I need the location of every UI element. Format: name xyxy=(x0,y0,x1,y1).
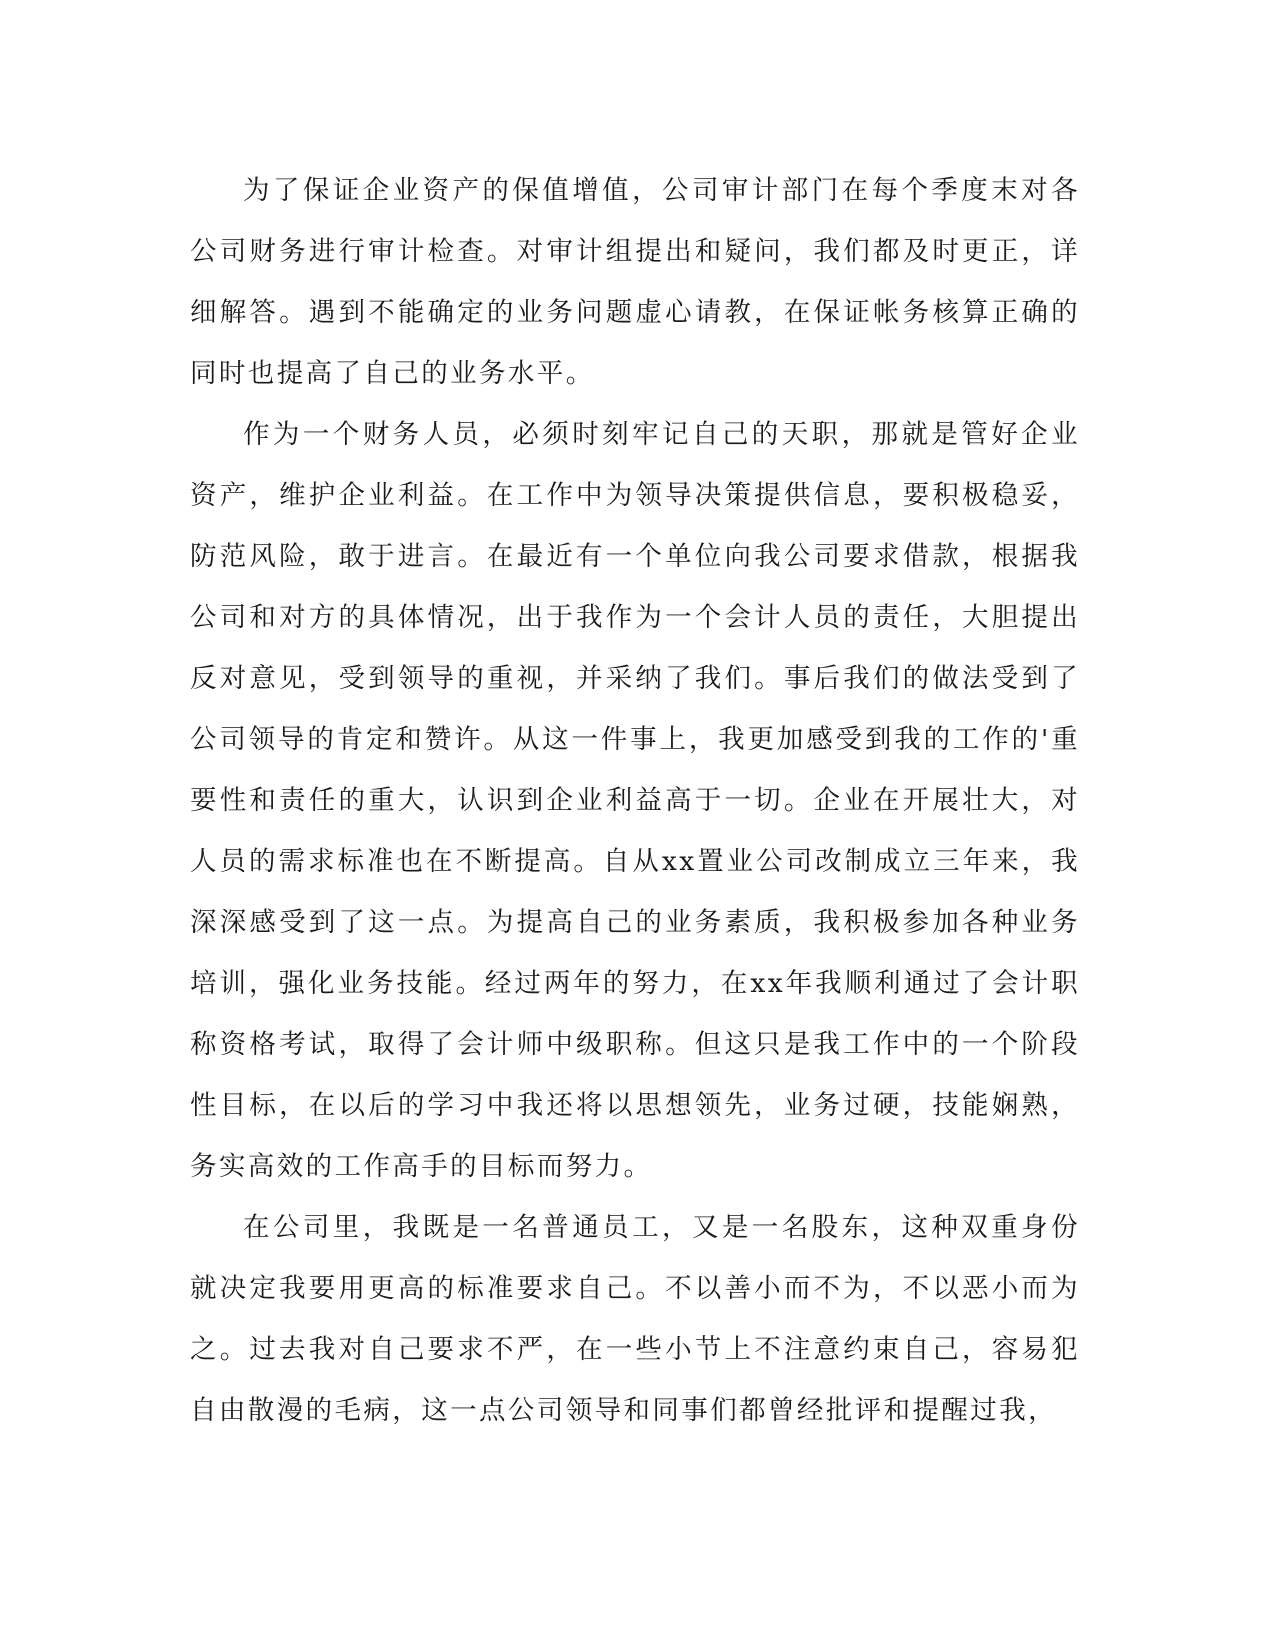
paragraph-shareholder: 在公司里，我既是一名普通员工，又是一名股东，这种双重身份就决定我要用更高的标准要求自己。不以善小而不为，不以恶小而为之。过去我对自己要求不严，在一些小节上不注意约束自己，容易犯自由散漫的毛病，这一点公司领导和同事们都曾经批评和提醒过我， xyxy=(190,1212,1080,1426)
document-body xyxy=(190,160,1080,1441)
paragraph-audit: 为了保证企业资产的保值增值，公司审计部门在每个季度末对各公司财务进行审计检查。对审计组提出和疑问，我们都及时更正，详细解答。遇到不能确定的业务问题虚心请教，在保证帐务核算正确的同时也提高了自己的业务水平。 xyxy=(190,175,1080,389)
paragraph-finance-duty: 作为一个财务人员，必须时刻牢记自己的天职，那就是管好企业资产，维护企业利益。在工作中为领导决策提供信息，要积极稳妥，防范风险，敢于进言。在最近有一个单位向我公司要求借款，根据我公司和对方的具体情况，出于我作为一个会计人员的责任，大胆提出反对意见，受到领导的重视，并采纳了我们。事后我们的做法受到了公司领导的肯定和赞许。从这一件事上，我更加感受到我的工作的'重要性和责任的重大，认识到企业利益高于一切。企业在开展壮大，对人员的需求标准也在不断提高。自从xx置业公司改制成立三年来，我深深感受到了这一点。为提高自己的业务素质，我积极参加各种业务培训，强化业务技能。经过两年的努力，在xx年我顺利通过了会计职称资格考试，取得了会计师中级职称。但这只是我工作中的一个阶段性目标，在以后的学习中我还将以思想领先，业务过硬，技能娴熟，务实高效的工作高手的目标而努力。 xyxy=(190,419,1080,1182)
